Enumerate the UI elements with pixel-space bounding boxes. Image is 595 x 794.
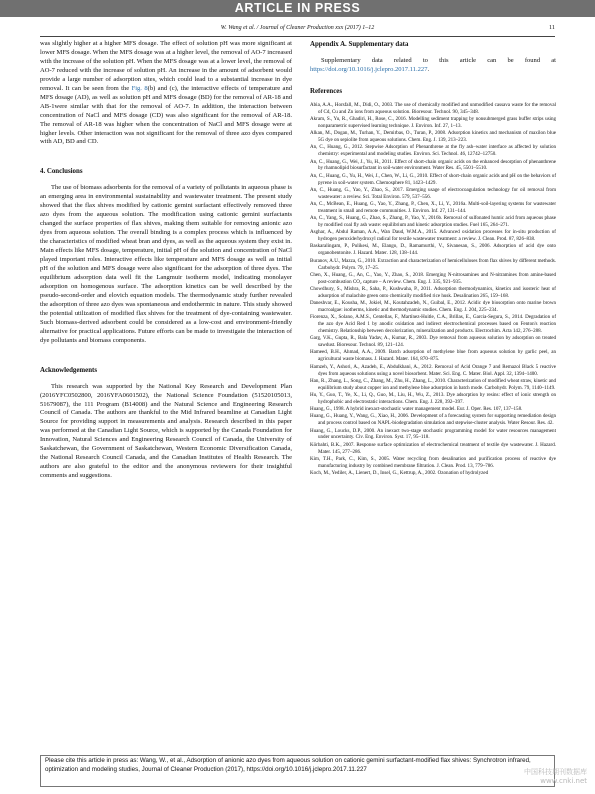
reference-item: Han, R., Zhang, L., Song, C., Zhang, M., Zhu, H., Zhang, L., 2010. Characterization of modified wheat straw, kinetic and equilibrium study about copper ion and methylene blue adsorption in batch mode. Carbohydr. Polym. 79, 1140–1149. (310, 377, 556, 391)
reference-item: Abia, A.A., Horsfall, M., Didi, O., 2003. The use of chemically modified and unmodified cassava waste for the removal of Cd, Cu and Zn ions from aqueous solution. Bioresour. Technol. 90, 345–348. (310, 101, 556, 115)
header-rule (40, 36, 555, 37)
reference-item: Kim, T.H., Park, C., Kim, S., 2005. Water recycling from desalination and purification process of reactive dye manufacturing industry by combined membrane filtration. J. Clean. Prod. 13, 779–786. (310, 455, 556, 469)
running-head-citation: W. Wang et al. / Journal of Cleaner Production xxx (2017) 1–12 (220, 25, 375, 31)
watermark-line-2: www.cnki.net (540, 777, 587, 785)
appendix-paragraph (310, 57, 556, 75)
citation-footer-text: Please cite this article in press as: Wang, W., et al., Adsorption of anionic azo dyes from aqueous solution on cationic gemini surfactant-modified flax shives: Synchrotron infrared, optimization and modeling studies, Journal of Cleaner Production (2017), https://doi.org/10.1016/j.jclepro.2017.11.227 (45, 757, 531, 773)
reference-item: An, C., Yang, S., Huang, G., Zhao, S., Zhang, P., Yao, Y., 2016b. Removal of sulfonated humic acid from aqueous phase by modified coal fly ash waste: equilibrium and kinetic adsorption studies. Fuel 165, 264–271. (310, 215, 556, 229)
reference-item: Koch, M., Yediler, A., Lienert, D., Insel, G., Kettrup, A., 2002. Ozonation of hydrolyzed (310, 469, 489, 476)
reference-item: An, C., Huang, G., Yu, H., Wei, J., Chen, W., Li, G., 2010. Effect of short-chain organic acids and pH on the behaviors of pyrene in soil-water system. Chemosphere 81, 1423–1429. (310, 172, 556, 186)
conclusions-heading: 4. Conclusions (40, 168, 83, 176)
reference-item: Huang, G., Loucks, D.P., 2000. An inexact two-stage stochastic programming model for water resources management under uncertainty. Civ. Eng. Environ. Syst. 17, 95–118. (310, 427, 556, 441)
reference-item: Hameed, B.H., Ahmad, A.A., 2009. Batch adsorption of methylene blue from aqueous solution by garlic peel, an agricultural waste biomass. J. Hazard. Mater. 164, 870–875. (310, 349, 556, 363)
running-head (40, 21, 555, 35)
acknowledgements-heading: Acknowledgements (40, 366, 98, 374)
reference-item: Hu, Y., Guo, T., Ye, X., Li, Q., Guo, M., Liu, H., Wu, Z., 2013. Dye adsorption by resins: effect of ionic strength on hydrophobic and electrostatic interactions. Chem. Eng. J. 228, 392–397. (310, 391, 556, 405)
supplementary-data-link[interactable]: https://doi.org/10.1016/j.jclepro.2017.11.227 (310, 65, 428, 73)
results-text-a: was slightly higher at a higher MFS dosage. The effect of solution pH was more significant at lower MFS dosage. When the MFS dosage was at a higher level, the removal of AO-7 increased with the increase of the solution pH. When the MFS dosage was at a lower level, the removal of AO-7 reduced with the increase of solution pH. An increase in the amount of adsorbent would provide a large number of adsorption sites, which could lead to a substantial increase in dye removal. It can be seen from the (40, 40, 292, 92)
conclusions-paragraph: The use of biomass adsorbents for the removal of a variety of pollutants in aqueous phase is an emerging area in environmental sustainability and wastewater treatment. The present study showed that the flax shives modified by cationic gemini surfactant effectively removed three azo dyes from the aqueous solution. The modification using cationic gemini surfactants changed the surface properties of flax shives, making them suitable for removing anionic azo dyes from aqueous solution. The overall binding is a complex process which is influenced by the characteristics of modified wheat bran and dyes, as well as the aqueous system they exist in. Main effects like MFS dosage, temperature, initial pH of the solution and concentration of NaCl played important roles. Interactive effects like temperature and MFS dosage as well as initial pH of the solution and MFS dosage were also significant for the adsorption of three dyes. The equilibrium adsorption data well fit the Langmuir isotherm model, indicating monolayer adsorption on homogenous surface. The adsorption kinetics can be well described by the pseudo-second-order and elovich equation models. The thermodynamic study further revealed the adsorption of three azo dyes was spontaneous and endothermic in nature. This study showed the potential utilization of modified flax shives for the treatment of dye-containing wastewater. Such biomass-derived adsorbent could be considered as a low-cost and environment-friendly alternative for practical applications. Future efforts can be made to investigate the interaction of dye pollutants and biomass components. (40, 184, 292, 344)
results-paragraph (40, 40, 292, 147)
reference-item: Huang, G., 1998. A hybrid inexact-stochastic water management model. Eur. J. Oper. Res. 107, 137–158. (310, 406, 523, 413)
results-text-b: (b) and (c), the interactive effects of temperature and MFS dosage (AD), as well as solution pH and MFS dosage (BD) for the removal of AR-18 and AB-1were similar with that for the removal of AO-7. In addition, the interaction between concentration of NaCl and MFS dosage (CD) was also significant for the removal of AR-18. The removal of AR-18 was higher when the concentration of NaCl and MFS dosage were at higher levels. Other interaction was not significant for the removal of three azo dyes compared with AD, BD and CD. (40, 84, 293, 146)
article-in-press-banner: ARTICLE IN PRESS (0, 0, 595, 17)
reference-item: Huang, G., Huang, Y., Wang, G., Xiao, H., 2006. Development of a forecasting system for supporting remediation design and process control based on NAPL-biodegradation simulation and stepwise-cluster analysis. Water Resour. Res. 42. (310, 413, 556, 427)
acknowledgements-paragraph: This research was supported by the National Key Research and Development Plan (2016YFC0502800, 2016YFA0601502), the National Science Foundation (51520105013, 51679087), the 111 Program (B14008) and the Natural Science and Engineering Research Council of Canada. The authors are thankful to the Mid Infrared beamline at Canadian Light Source for providing support in measurements and analysis. Research described in this paper was performed at the Canadian Light Source, which is supported by the Canada Foundation for Innovation, Natural Sciences and Engineering Research Council of Canada, the University of Saskatchewan, the Government of Saskatchewan, Western Economic Diversification Canada, the National Research Council Canada, and the Canadian Institutes of Health Research. The authors are also grateful to the editor and the anonymous reviewers for their insightful comments and suggestions. (40, 382, 292, 480)
reference-item: Körbahti, B.K., 2007. Response surface optimization of electrochemical treatment of textile dye wastewater. J. Hazard. Mater. 145, 277–286. (310, 441, 556, 455)
reference-item: An, C., Huang, G., 2012. Stepwise Adsorption of Phenanthrene at the fly ash–water interface as affected by solution chemistry: experimental and modeling studies. Environ. Sci. Technol. 46, 12742–12750. (310, 144, 556, 158)
reference-item: Asghar, A., Abdul Raman, A.A., Wan Daud, W.M.A., 2015. Advanced oxidation processes for in-situ production of hydrogen peroxide/hydroxyl radical for textile wastewater treatment: a review. J. Clean. Prod. 87, 826–838. (310, 229, 556, 243)
reference-item: Akram, S., Yu, R., Ghadiri, H., Rose, C., 2016. Modelling sediment trapping by nonsubmerged grass buffer strips using nonparametric supervised learning technique. J. Environ. Inf. 27, 1–13. (310, 116, 556, 129)
reference-item: Chowdhury, S., Mishra, R., Saha, P., Kushwaha, P., 2011. Adsorption thermodynamics, kinetics and isosteric heat of adsorption of malachite green onto chemically modified rice husk. Desalination 265, 159–168. (310, 285, 556, 299)
reference-list (310, 102, 556, 477)
cnki-watermark (524, 768, 587, 786)
appendix-heading: Appendix A. Supplementary data (310, 41, 409, 48)
reference-item: Daneshvar, E., Kousha, M., Jokiel, M., Koutahzadeh, N., Guibal, E., 2012. Acidic dye biosorption onto marine brown macroalgae: isotherms, kinetic and thermodynamic studies. Chem. Eng. J. 204, 225–234. (310, 300, 556, 313)
reference-item: An, C., Huang, G., Yao, Y., Zhao, S., 2017. Emerging usage of electrocoagulation technology for oil removal from wastewater: a review. Sci. Total Environ. 579, 537–556. (310, 186, 556, 200)
reference-item: Alkan, M., Dogan, M., Turhan, Y., Demirbas, O., Turan, P., 2008. Adsorption kinetics and mechanism of maxilon blue 5G dye on sepiolite from aqueous solutions. Chem. Eng. J. 139, 213–223. (310, 130, 556, 144)
reference-item: Garg, V.K., Gupta, R., Bala Yadav, A., Kumar, R., 2003. Dye removal from aqueous solution by adsorption on treated sawdust. Bioresour. Technol. 89, 121–124. (310, 335, 556, 349)
reference-item: Buranov, A.U., Mazza, G., 2010. Extraction and characterization of hemicelluloses from flax shives by different methods. Carbohydr. Polym. 79, 17–25. (310, 257, 556, 271)
reference-item: Fiorenza, X., Solano, A.M.S., Centellas, F., Martínez-Huitle, C.A., Brillas, E., Garcia-Segura, S., 2014. Degradation of the azo dye Acid Red 1 by anodic oxidation and indirect electrochemical processes based on Fenton's reaction chemistry. Relationship between decolorization, mineralization and products. Electrochim. Acta 142, 276–288. (310, 314, 556, 335)
page-number: 11 (549, 24, 555, 31)
reference-item: Chen, X., Huang, G., An, C., Yao, Y., Zhao, S., 2018. Emerging N-nitrosamines and N-nitramines from amine-based post-combustion CO₂ capture – A review. Chem. Eng. J. 335, 921–935. (310, 271, 556, 285)
reference-item: An, C., McBean, E., Huang, G., Yao, Y., Zhang, P., Chen, X., Li, Y., 2016a. Multi-soil-layering systems for wastewater treatment in small and remote communities. J. Environ. Inf. 27, 131–144. (310, 201, 556, 214)
reference-item: Baskaralingam, P., Pulikesi, M., Elango, D., Ramamurthi, V., Sivanesan, S., 2006. Adsorption of acid dye onto organobentonite. J. Hazard. Mater. 128, 138–144. (310, 243, 556, 257)
appendix-text: Supplementary data related to this article can be found at (321, 57, 556, 64)
watermark-line-1: 中国科技期刊数据库 (524, 768, 587, 776)
references-heading: References (310, 87, 343, 95)
figure-8-link[interactable]: Fig. 8 (131, 84, 148, 92)
left-column (40, 40, 292, 481)
reference-item: An, C., Huang, G., Wei, J., Yu, H., 2011. Effect of short-chain organic acids on the enhanced desorption of phenanthrene by rhamnolipid biosurfactant in soil-water environment. Water Res. 45, 5501–5510. (310, 158, 556, 172)
right-column (310, 40, 556, 477)
citation-footer-box (40, 755, 555, 787)
appendix-end: . (427, 65, 430, 73)
reference-item: Hamzeh, Y., Ashori, A., Azadeh, E., Abdulkhani, A., 2012. Removal of Acid Orange 7 and Remazol Black 5 reactive dyes from aqueous solutions using a novel biosorbent. Mater. Sci. Eng. C. Mater. Biol. Appl. 32, 1394–1400. (310, 363, 556, 377)
